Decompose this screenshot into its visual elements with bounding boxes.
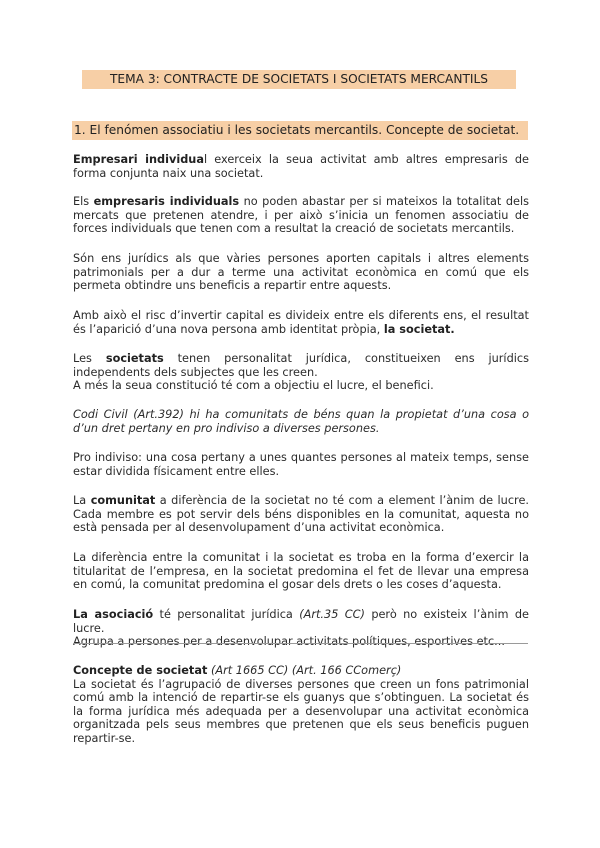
paragraph-text: té personalitat jurídica — [153, 608, 300, 621]
bold-term: Empresari individua — [73, 153, 204, 166]
page-title: TEMA 3: CONTRACTE DE SOCIETATS I SOCIETATS MERCANTILS — [82, 70, 516, 89]
bold-term: La asociació — [73, 608, 154, 621]
paragraph-empresari-individual — [73, 153, 529, 180]
paragraph-codi-civil — [73, 408, 529, 435]
paragraph-text: Agrupa a persones per a desenvolupar activitats polítiques, esportives etc... — [73, 635, 505, 649]
bold-term: societats — [105, 352, 164, 365]
paragraph-ens-juridics: Són ens jurídics als que vàries persones aporten capitals i altres elements patrimonials per a dur a terme una activitat econòmica en comú que els permeta obtindre uns beneficis a repartir entre aquests. — [73, 252, 529, 293]
section-heading: 1. El fenómen associatiu i les societats mercantils. Concepte de societat. — [72, 121, 528, 140]
paragraph-text: A més la seua constitució té com a objectiu el lucre, el benefici. — [73, 379, 434, 393]
paragraph-text: a diferència de la societat no té com a element l’ànim de lucre. Cada membre es pot servir dels béns disponibles en la comunitat, aquesta no està pensada per al desenvolupament d’una activitat econòmica. — [73, 494, 529, 535]
horizontal-divider — [73, 643, 528, 644]
paragraph-text: Les — [73, 352, 106, 365]
bold-heading: Concepte de societat — [73, 664, 208, 677]
paragraph-empresaris-individuals — [73, 195, 529, 236]
paragraph-text: tenen personalitat jurídica, constitueixen ens jurídics independents dels subjectes que les creen. — [73, 352, 529, 379]
paragraph-text: La — [73, 494, 91, 507]
italic-refs: (Art 1665 CC) (Art. 166 CComerç) — [207, 664, 402, 677]
paragraph-concepte-societat — [73, 664, 529, 746]
paragraph-societats — [73, 352, 529, 393]
italic-text: (Art.35 CC) — [299, 608, 365, 621]
paragraph-text: La societat és l’agrupació de diverses persones que creen un fons patrimonial comú amb la intenció de repartir-se els guanys que s’obtinguen. La societat és la forma jurídica més adequada per a desenvolupar una activitat econòmica organitzada pels seus membres que pretenen que els seus beneficis puguen repartir-se. — [73, 677, 529, 745]
paragraph-text: però no existeix l’ànim de lucre. — [73, 608, 529, 635]
bold-term: la societat. — [383, 322, 455, 336]
paragraph-comunitat — [73, 494, 529, 535]
italic-text: Codi Civil (Art.392) hi ha comunitats de béns quan la propietat d’una cosa o d’un dret pertany en pro indiviso a diverses persones. — [73, 408, 529, 435]
paragraph-pro-indiviso: Pro indiviso: una cosa pertany a unes quantes persones al mateix temps, sense estar dividida físicament entre elles. — [73, 451, 529, 478]
paragraph-text: l exerceix la seua activitat amb altres empresaris de forma conjunta naix una societat. — [73, 153, 529, 180]
paragraph-text: Els — [73, 195, 94, 208]
bold-term: comunitat — [90, 494, 156, 507]
paragraph-risc — [73, 309, 529, 336]
paragraph-text: no poden abastar per si mateixos la totalitat dels mercats que pretenen atendre, i per això s’inicia un fenomen associatiu de forces individuals que tenen com a resultat la creació de societats mercantils. — [73, 195, 529, 236]
paragraph-diferencia: La diferència entre la comunitat i la societat es troba en la forma d’exercir la titularitat de l’empresa, en la societat predomina el fet de llevar una empresa en comú, la comunitat predomina el gosar dels drets o les coses d’aquesta. — [73, 551, 529, 592]
bold-term: empresaris individuals — [93, 195, 240, 208]
paragraph-text: Amb això el risc d’invertir capital es divideix entre els diferents ens, el resultat és l’aparició d’una nova persona amb identitat pròpia, — [73, 309, 529, 336]
